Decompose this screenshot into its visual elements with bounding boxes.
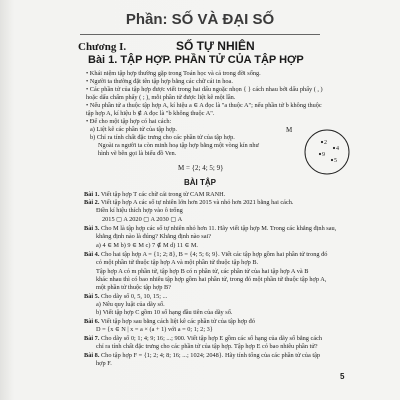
exercise-line: 2015 ▢ A 2020 ▢ A 2030 ▢ A: [102, 216, 183, 223]
exercise-line: Điền kí hiệu thích hợp vào ô trống: [96, 207, 183, 214]
exercise-heading: BÀI TẬP: [184, 178, 216, 187]
exercise-number: Bài 7.: [84, 335, 100, 342]
theory-line: Ngoài ra người ta còn minh hoạ tập hợp bằng một vòng kín như: [98, 142, 259, 149]
venn-set-label: M: [286, 126, 293, 134]
theory-line: • Nếu phần tử a thuộc tập hợp A, kí hiệu a ∈ A đọc là "a thuộc A"; nếu phần tử b không thuộc: [86, 102, 322, 109]
exercise-line: a) Nêu quy luật của dãy số.: [96, 301, 165, 308]
exercise-number: Bài 5.: [84, 293, 100, 300]
chapter-label: Chương I.: [78, 41, 127, 53]
page-number: 5: [340, 372, 345, 381]
theory-line: • Để cho một tập hợp có hai cách:: [86, 118, 172, 125]
theory-line: a) Liệt kê các phần tử của tập hợp.: [90, 126, 177, 133]
venn-circle: [305, 130, 349, 174]
exercise-number: Bài 6.: [84, 318, 100, 325]
theory-line: tập hợp A, kí hiệu b ∉ A đọc là "b không thuộc A".: [86, 110, 215, 117]
exercise-line: Bài 1. Viết tập hợp T các chữ cái trong từ CAM RANH.: [84, 191, 226, 198]
venn-element: 4: [336, 146, 339, 152]
venn-dot: [321, 141, 323, 143]
theory-line: • Các phần tử của tập hợp được viết trong hai dấu ngoặc nhọn { } cách nhau bởi dấu phẩy ( , ): [86, 86, 323, 93]
venn-dot: [331, 159, 333, 161]
exercise-line: một phần tử thuộc tập hợp B?: [96, 284, 171, 291]
venn-diagram: [282, 122, 362, 178]
exercise-line: chỉ ra tính chất đặc trưng cho các phần tử của tập hợp. Tập hợp E có bao nhiêu phần tử?: [96, 343, 318, 350]
exercise-line: có một phần tử thuộc tập hợp A và một phần tử thuộc tập hợp B.: [96, 259, 259, 266]
exercise-line: Bài 6. Viết tập hợp sau bằng cách liệt kê các phần tử của tập hợp đó: [84, 318, 255, 325]
exercise-number: Bài 8.: [84, 352, 100, 359]
venn-element: 2: [324, 140, 327, 146]
exercise-line: Tập hợp A có m phần tử, tập hợp B có n phần tử, các phần tử của hai tập hợp A và B: [96, 268, 309, 275]
theory-line: b) Chỉ ra tính chất đặc trưng cho các phần tử của tập hợp.: [90, 134, 235, 141]
theory-line: hoặc dấu chấm phẩy ( ; ), mỗi phần tử được liệt kê một lần.: [86, 94, 236, 101]
exercise-number: Bài 1.: [84, 191, 100, 198]
chapter-title: SỐ TỰ NHIÊN: [176, 39, 255, 53]
exercise-line: Bài 5. Cho dãy số 0, 5, 10, 15; ...: [84, 293, 168, 300]
exercise-line: a) 4 ∈ M b) 9 ∈ M c) 7 ∉ M d) 11 ∈ M.: [96, 242, 199, 249]
exercise-line: Bài 3. Cho M là tập hợp các số tự nhiên nhỏ hơn 11. Hãy viết tập hợp M. Trong các khẳng định sau,: [84, 225, 337, 232]
exercise-line: Bài 4. Cho hai tập hợp A = {1; 2; 8}, B = {4; 5; 6; 9}. Viết các tập hợp gồm hai phần tử trong đó: [84, 251, 328, 258]
exercise-line: Bài 8. Cho tập hợp F = {1; 2; 4; 8; 16; ...; 1024; 2048}. Hãy tính tổng của các phần tử của tập: [84, 352, 321, 359]
venn-element: 9: [322, 152, 325, 158]
venn-dot: [319, 153, 321, 155]
exercise-number: Bài 3.: [84, 225, 100, 232]
exercise-line: hợp F.: [96, 360, 112, 367]
exercise-line: khác nhau thì có bao nhiêu tập hợp gồm hai phần tử, trong đó một phần tử thuộc tập hợp A,: [96, 276, 327, 283]
set-notation: M = {2; 4; 5; 9}: [178, 164, 224, 172]
theory-line: • Khái niệm tập hợp thường gặp trong Toán học và cả trong đời sống.: [86, 70, 261, 77]
exercise-line: khẳng định nào là đúng? Khẳng định nào sai?: [96, 233, 212, 240]
exercise-number: Bài 2.: [84, 199, 100, 206]
exercise-line: b) Viết tập hợp C gồm 10 số hạng đầu tiên của dãy số.: [96, 309, 233, 316]
title-divider: [80, 34, 320, 35]
exercise-line: Bài 7. Cho dãy số 0; 1; 4; 9; 16; ...; 900. Viết tập hợp E gồm các số hạng của dãy số bằng cách: [84, 335, 323, 342]
exercise-line: D = {x ∈ N | x = a × (a + 1) với a = 0; 1; 2; 3}: [96, 326, 213, 333]
theory-line: hình vẽ bên gọi là biểu đồ Ven.: [98, 150, 177, 157]
venn-element: 5: [334, 158, 337, 164]
theory-line: • Người ta thường đặt tên tập hợp bằng các chữ cái in hoa.: [86, 78, 233, 85]
part-title: Phần: SỐ VÀ ĐẠI SỐ: [125, 11, 275, 28]
venn-dot: [333, 147, 335, 149]
exercise-number: Bài 4.: [84, 251, 100, 258]
exercise-line: Bài 2. Viết tập hợp A các số tự nhiên lớn hơn 2015 và nhỏ hơn 2021 bằng hai cách.: [84, 199, 294, 206]
lesson-title: Bài 1. TẬP HỢP. PHẦN TỬ CỦA TẬP HỢP: [88, 54, 304, 66]
